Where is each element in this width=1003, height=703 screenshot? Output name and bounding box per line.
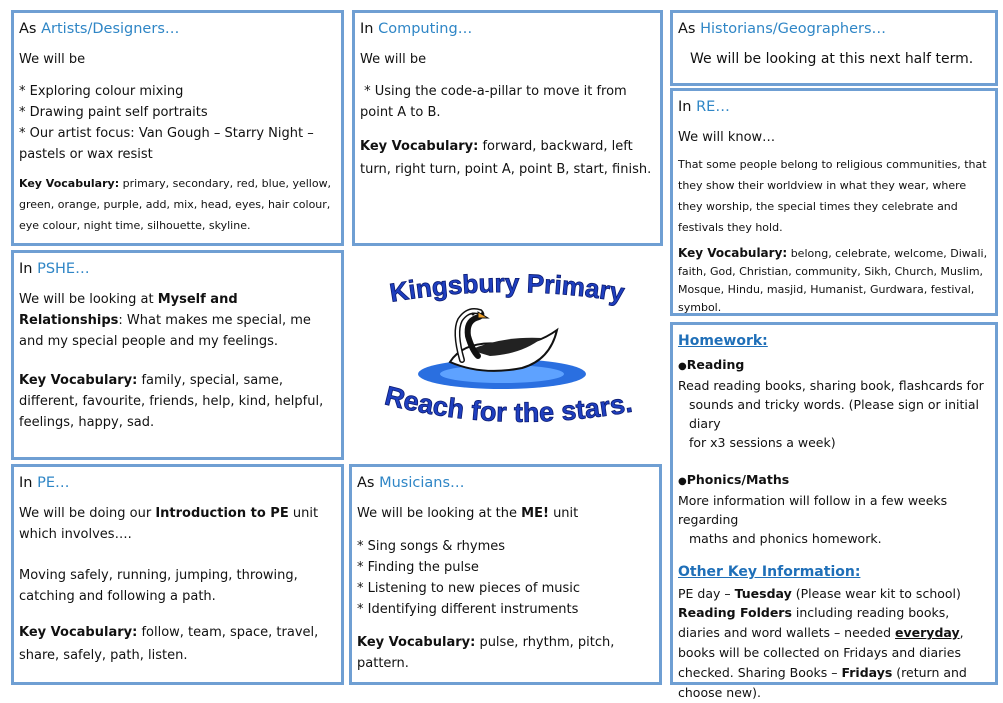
school-logo [352, 252, 662, 457]
intro-text: We will be [19, 52, 86, 67]
intro-text: We will be doing our Introduction to PE unit which involves…. [19, 506, 319, 542]
body-text: That some people belong to religious communities, that they show their worldview in what they wear, where they worship, the special times they celebrate and festivals they hold. [678, 158, 987, 234]
list-item: * Listening to new pieces of music [357, 578, 654, 599]
body-text: Moving safely, running, jumping, throwing, catching and following a path. [19, 568, 298, 604]
phonics-heading: ● Phonics/Maths [678, 470, 990, 491]
intro-text: We will know… [678, 130, 776, 145]
reading-heading: ● Reading [678, 355, 990, 376]
phonics-text: More information will follow in a few weeks regarding maths and phonics homework. [678, 493, 948, 546]
homework-heading: Homework: [678, 333, 768, 349]
logo-top-text: Kingsbury Primary [387, 267, 627, 308]
list-item: * Using the code-a-pillar to move it from point A to B. [360, 84, 627, 120]
panel-heading: As Musicians… [357, 475, 465, 491]
vocabulary: Key Vocabulary: belong, celebrate, welcome, Diwali, faith, God, Christian, community, Sikh, Church, Muslim, Mosque, Hindu, masjid, Humanist, Gurdwara, festival, symbol. [678, 246, 988, 314]
list-item: * Drawing paint self portraits [19, 102, 336, 123]
vocabulary: Key Vocabulary: pulse, rhythm, pitch, pattern. [357, 635, 615, 671]
intro-text: We will be looking at Myself and Relationships: What makes me special, me and my special people and my feelings. [19, 292, 311, 349]
activity-list [19, 81, 336, 165]
list-item: * Finding the pulse [357, 557, 654, 578]
panel-heading: In PSHE… [19, 261, 90, 277]
intro-text: We will be [360, 52, 427, 67]
activity-list [357, 536, 654, 620]
panel-heading: As Artists/Designers… [19, 21, 180, 37]
pe-panel [11, 464, 344, 685]
musicians-panel [349, 464, 662, 685]
re-panel [670, 88, 998, 316]
vocabulary: Key Vocabulary: follow, team, space, travel, share, safely, path, listen. [19, 625, 319, 663]
reading-text: Read reading books, sharing book, flashcards for sounds and tricky words. (Please sign or initial diary for x3 sessions a week) [678, 378, 984, 450]
pe-day-text: PE day – Tuesday (Please wear kit to school) [678, 586, 961, 601]
pshe-panel [11, 250, 344, 460]
artists-panel [11, 10, 344, 246]
other-info-heading: Other Key Information: [678, 564, 861, 580]
vocabulary: Key Vocabulary: family, special, same, different, favourite, friends, help, kind, helpful, feelings, happy, sad. [19, 373, 324, 430]
list-item: * Sing songs & rhymes [357, 536, 654, 557]
panel-heading: In PE… [19, 475, 70, 491]
panel-heading: As Historians/Geographers… [678, 21, 887, 37]
swan-icon [418, 311, 586, 389]
panel-heading: In RE… [678, 99, 730, 115]
list-item: * Identifying different instruments [357, 599, 654, 620]
vocabulary: Key Vocabulary: forward, backward, left turn, right turn, point A, point B, start, finish. [360, 139, 652, 177]
list-item: * Exploring colour mixing [19, 81, 336, 102]
reading-folders-text: Reading Folders including reading books, diaries and word wallets – needed everyday, books will be collected on Fridays and diaries checked. Sharing Books – Fridays (return and choose new). [678, 605, 967, 700]
logo-bottom-text: Reach for the stars. [381, 380, 635, 428]
historians-panel [670, 10, 998, 86]
intro-text: We will be looking at the ME! unit [357, 506, 579, 521]
panel-heading: In Computing… [360, 21, 473, 37]
computing-panel [352, 10, 663, 246]
homework-panel [670, 322, 998, 700]
list-item: * Our artist focus: Van Gough – Starry Night – pastels or wax resist [19, 123, 336, 165]
vocabulary: Key Vocabulary: primary, secondary, red, blue, yellow, green, orange, purple, add, mix, head, eyes, hair colour, eye colour, night time, silhouette, skyline. [19, 177, 332, 232]
body-text: We will be looking at this next half term. [690, 51, 974, 67]
